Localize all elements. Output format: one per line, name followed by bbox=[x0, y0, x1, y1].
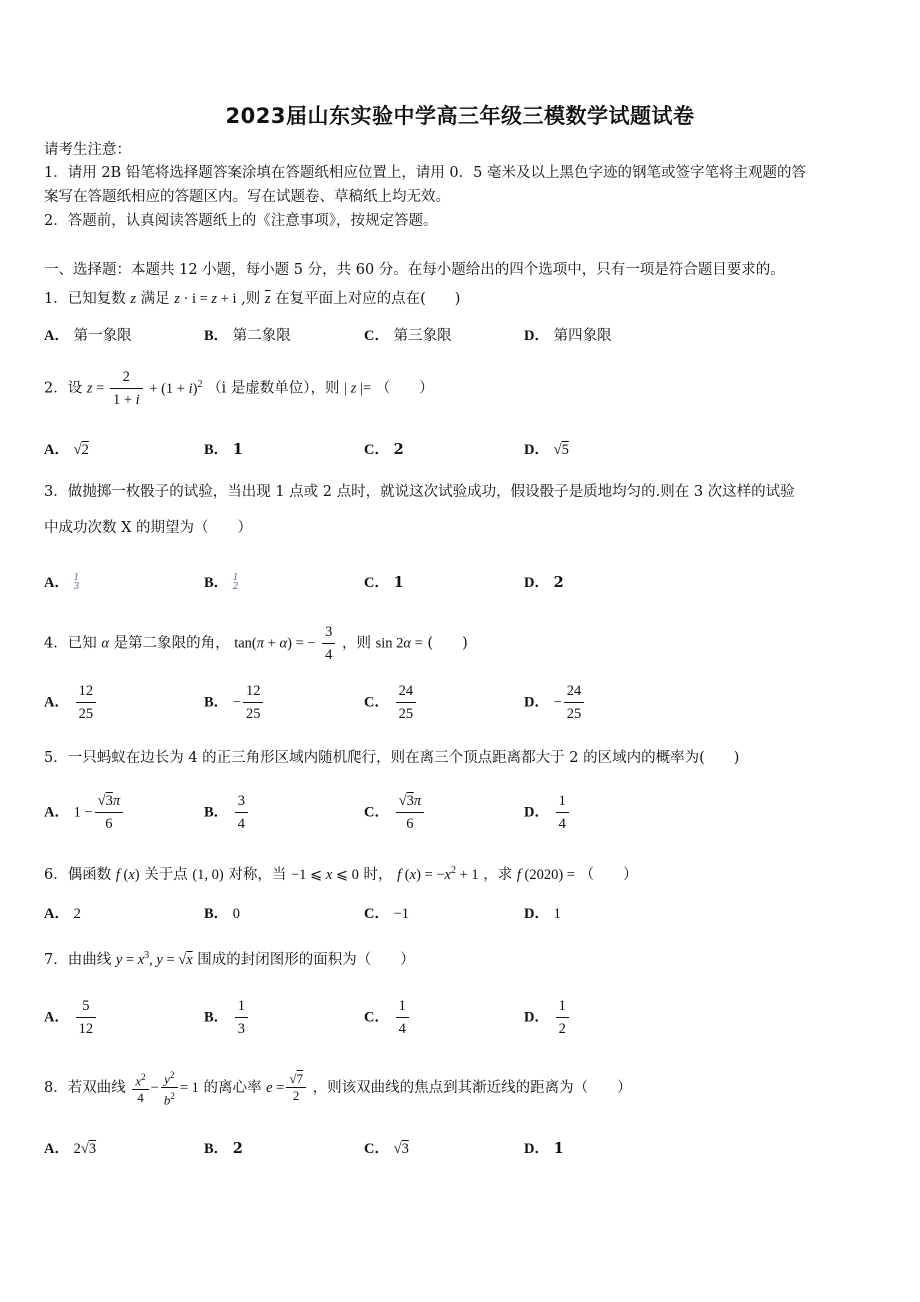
question-6: 6．偶函数 f (x) 关于点 (1, 0) 对称，当 −1 ⩽ x ⩽ 0 时， f $(x) = -x^2 + 1$ ，求 f (2020) = （ ） bbox=[44, 865, 638, 883]
fraction-one-third: 1 3 bbox=[73, 573, 80, 592]
q3-option-d[interactable]: D． 2 bbox=[524, 574, 564, 591]
q4-option-b[interactable]: B． − $\frac{12}{25}$ bbox=[204, 680, 265, 725]
q1-text: ,则 bbox=[241, 291, 261, 307]
fraction-one-half: 1 2 bbox=[232, 573, 239, 592]
q2-option-b[interactable]: B． 1 bbox=[204, 441, 243, 458]
question-5: 5．一只蚂蚁在边长为 4 的正三角形区域内随机爬行，则在离三个顶点距离都大于 2 的区域内的概率为( ) bbox=[44, 750, 740, 766]
q3-option-b[interactable]: B． 1 2 bbox=[204, 573, 239, 592]
q1-option-b[interactable]: B． 第二象限 bbox=[204, 328, 291, 344]
question-3-line-2: 中成功次数 X 的期望为（ ） bbox=[44, 520, 253, 536]
q1-text: 1．已知复数 bbox=[44, 291, 126, 307]
page-title: 2023届山东实验中学高三年级三模数学试题试卷 bbox=[225, 104, 695, 128]
q5-option-b[interactable]: B． $\frac{3}{4}$ bbox=[204, 790, 250, 835]
q1-option-d[interactable]: D． 第四象限 bbox=[524, 328, 612, 344]
notice-heading: 请考生注意： bbox=[44, 142, 131, 158]
q3-option-c[interactable]: C． 1 bbox=[364, 574, 404, 591]
q1-option-c[interactable]: C． 第三象限 bbox=[364, 328, 452, 344]
q1-text: 满足 bbox=[140, 291, 170, 307]
question-7: 7．由曲线 $y = x^3$, y = √x 围成的封闭图形的面积为（ ） bbox=[44, 950, 415, 968]
question-4: 4．已知 α 是第二象限的角， tan(π + α) = − $\frac{3}{4}$ ，则 sin 2α = ( ) bbox=[44, 621, 468, 666]
q8-option-b[interactable]: B． 2 bbox=[204, 1140, 243, 1157]
q7-option-c[interactable]: C． $\frac{1}{4}$ bbox=[364, 995, 411, 1040]
q7-option-b[interactable]: B． $\frac{1}{3}$ bbox=[204, 995, 250, 1040]
q1-option-a[interactable]: A． 第一象限 bbox=[44, 328, 132, 344]
q8-option-c[interactable]: C． √3 bbox=[364, 1141, 409, 1157]
notice-line-2: 2．答题前，认真阅读答题纸上的《注意事项》，按规定答题。 bbox=[44, 213, 438, 229]
q4-option-a[interactable]: A． $\frac{12}{25}$ bbox=[44, 680, 98, 725]
q6-option-b[interactable]: B． 0 bbox=[204, 906, 241, 922]
q2-option-a[interactable]: A． √2 bbox=[44, 442, 89, 458]
q8-option-d[interactable]: D． 1 bbox=[524, 1140, 564, 1157]
q5-option-a[interactable]: A． 1 − $\frac{√3\pi}{6}$ bbox=[44, 790, 125, 835]
notice-line-1b: 案写在答题纸相应的答题区内。写在试题卷、草稿纸上均无效。 bbox=[44, 189, 450, 205]
q4-option-c[interactable]: C． $\frac{24}{25}$ bbox=[364, 680, 418, 725]
q3-option-a[interactable]: A． 1 3 bbox=[44, 573, 80, 592]
question-1: 1．已知复数 z 满足 z · i = z + i ,则 $\overline{z}$ 在复平面上对应的点在( ) bbox=[44, 291, 461, 307]
q2-option-c[interactable]: C． 2 bbox=[364, 441, 404, 458]
q8-option-a[interactable]: A． 2√3 bbox=[44, 1141, 97, 1157]
q2-option-d[interactable]: D． √5 bbox=[524, 442, 569, 458]
q6-option-c[interactable]: C． −1 bbox=[364, 906, 410, 922]
q1-text: 在复平面上对应的点在( ) bbox=[275, 291, 461, 307]
q6-option-a[interactable]: A． 2 bbox=[44, 906, 81, 922]
question-8: 8．若双曲线 $\frac{x^2}{4}$ − $\frac{y^2}{b^2}$ = 1 的离心率 e = $\frac{√7}{2}$ ，则该双曲线的焦点到其渐近线的距离为（ ） bbox=[44, 1067, 632, 1109]
question-2: 2．设 z = $\frac{2}{1 + i}$ + $(1 + i)^2$ （i 是虚数单位），则 | z |= （ ） bbox=[44, 366, 434, 411]
notice-line-1a: 1．请用 2B 铅笔将选择题答案涂填在答题纸相应位置上，请用 0．5 毫米及以上黑色字迹的钢笔或签字笔将主观题的答 bbox=[44, 165, 806, 181]
q6-option-d[interactable]: D． 1 bbox=[524, 906, 561, 922]
section-heading: 一、选择题：本题共 12 小题，每小题 5 分，共 60 分。在每小题给出的四个选项中，只有一项是符合题目要求的。 bbox=[44, 262, 785, 278]
q5-option-d[interactable]: D． $\frac{1}{4}$ bbox=[524, 790, 571, 835]
question-3-line-1: 3．做抛掷一枚骰子的试验，当出现 1 点或 2 点时，就说这次试验成功，假设骰子是质地均匀的.则在 3 次这样的试验 bbox=[44, 484, 795, 500]
q7-option-d[interactable]: D． $\frac{1}{2}$ bbox=[524, 995, 571, 1040]
q5-option-c[interactable]: C． $\frac{√3\pi}{6}$ bbox=[364, 790, 426, 835]
q4-option-d[interactable]: D． − $\frac{24}{25}$ bbox=[524, 680, 586, 725]
q7-option-a[interactable]: A． $\frac{5}{12}$ bbox=[44, 995, 98, 1040]
